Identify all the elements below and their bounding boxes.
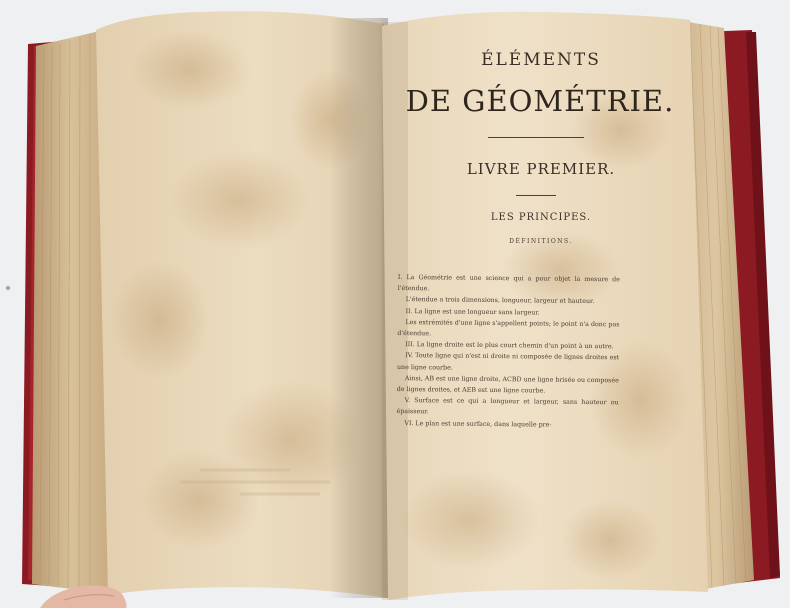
definition-paragraph: I. La Géométrie est une science qui a pour objet la mesure de l'étendue. (397, 273, 620, 293)
title-top: ÉLÉMENTS (481, 50, 601, 70)
definition-paragraph: L'étendue a trois dimensions, longueur, largeur et hauteur. (405, 296, 595, 306)
subsection-heading: DÉFINITIONS. (509, 238, 573, 245)
book-heading: LIVRE PREMIER. (466, 160, 616, 178)
definition-paragraph: II. La ligne est une longueur sans largeur. (405, 307, 540, 317)
definition-paragraph: Ainsi, AB est une ligne droite, ACBD une ligne brisée ou composée de lignes droites, et AEB est une ligne courbe. (396, 374, 619, 395)
definition-paragraph: IV. Toute ligne qui n'est ni droite ni composée de lignes droites est une ligne courbe. (396, 352, 620, 372)
definition-paragraph: III. La ligne droite est le plus court chemin d'un point à un autre. (405, 341, 614, 351)
definition-paragraph: Les extrémités d'une ligne s'appellent points; le point n'a donc pas d'étendue. (397, 318, 620, 338)
definition-paragraph: V. Surface est ce qui a longueur et largeur, sans hauteur ou épaisseur. (396, 397, 619, 416)
title-main: DE GÉOMÉTRIE. (405, 84, 675, 118)
title-rule (488, 137, 584, 138)
section-heading: LES PRINCIPES. (490, 212, 592, 223)
heading-rule (516, 195, 556, 196)
definitions-text (396, 272, 620, 431)
finger-thumb (40, 586, 127, 608)
definition-paragraph: VI. Le plan est une surface, dans laquelle pre- (404, 419, 552, 429)
